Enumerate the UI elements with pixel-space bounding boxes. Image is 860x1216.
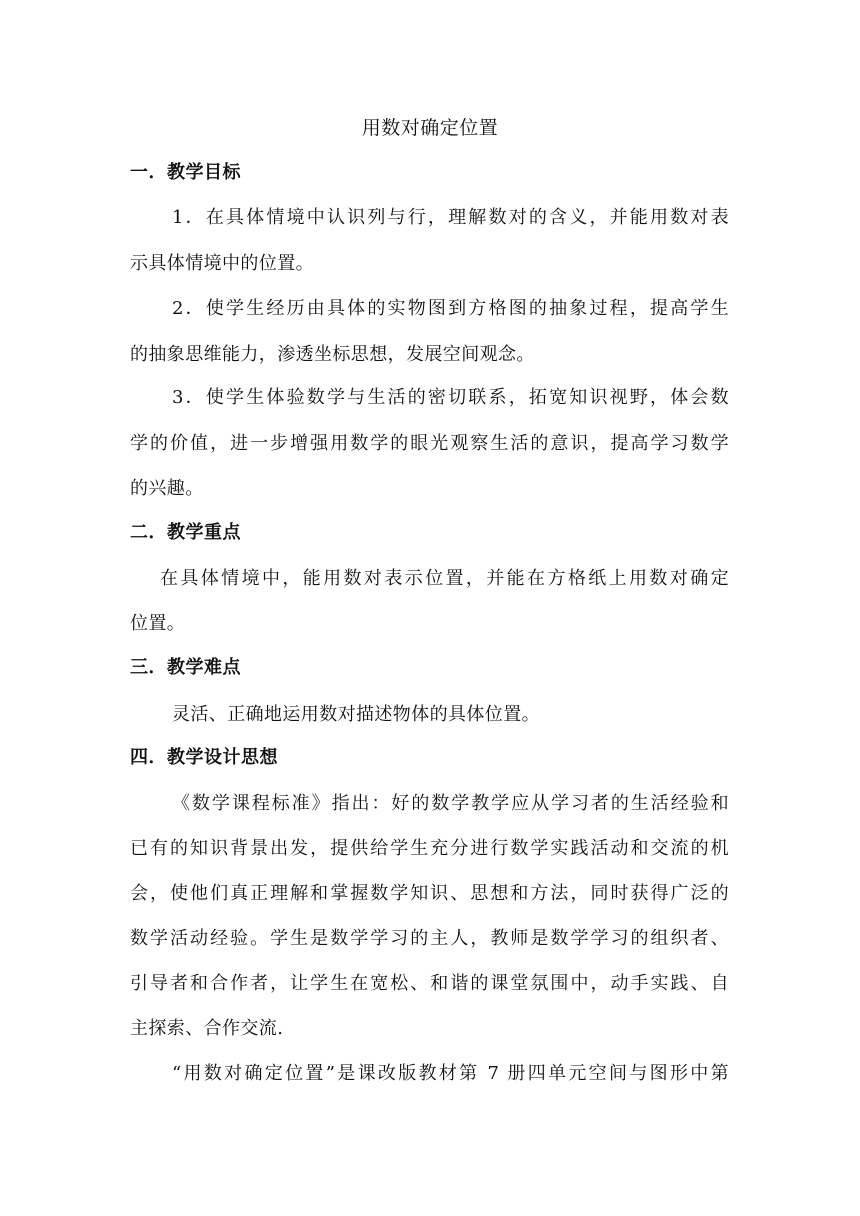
section-heading-design-thinking: 四．教学设计思想 (130, 747, 278, 768)
paragraph-line: 学的价值，进一步增强用数学的眼光观察生活的意识，提高学习数学 (130, 433, 729, 454)
paragraph-line: 1．在具体情境中认识列与行，理解数对的含义，并能用数对表 (172, 207, 729, 228)
paragraph-line: 的抽象思维能力，渗透坐标思想，发展空间观念。 (130, 344, 535, 365)
paragraph-line: 示具体情境中的位置。 (130, 253, 314, 274)
paragraph-line: 2．使学生经历由具体的实物图到方格图的抽象过程，提高学生 (172, 298, 729, 319)
paragraph-line: 《数学课程标准》指出：好的数学教学应从学习者的生活经验和 (172, 793, 729, 814)
paragraph-line: 已有的知识背景出发，提供给学生充分进行数学实践活动和交流的机 (130, 838, 729, 859)
paragraph-line: “用数对确定位置”是课改版教材第 7 册四单元空间与图形中第 (172, 1063, 729, 1084)
section-heading-key-points: 二．教学重点 (130, 522, 241, 543)
document-title: 用数对确定位置 (361, 117, 499, 139)
paragraph-line: 的兴趣。 (130, 478, 204, 499)
paragraph-line: 会，使他们真正理解和掌握数学知识、思想和方法，同时获得广泛的 (130, 883, 729, 904)
paragraph-line: 在具体情境中，能用数对表示位置，并能在方格纸上用数对确定 (160, 568, 729, 589)
paragraph-line: 灵活、正确地运用数对描述物体的具体位置。 (172, 704, 540, 725)
paragraph-line: 3．使学生体验数学与生活的密切联系，拓宽知识视野，体会数 (172, 387, 729, 408)
paragraph-line: 引导者和合作者，让学生在宽松、和谐的课堂氛围中，动手实践、自 (130, 973, 729, 994)
paragraph-line: 位置。 (130, 613, 186, 634)
section-heading-difficulties: 三．教学难点 (130, 657, 241, 678)
paragraph-line: 数学活动经验。学生是数学学习的主人，教师是数学学习的组织者、 (130, 928, 729, 949)
paragraph-line: 主探索、合作交流. (130, 1018, 284, 1039)
section-heading-objectives: 一．教学目标 (130, 162, 241, 183)
